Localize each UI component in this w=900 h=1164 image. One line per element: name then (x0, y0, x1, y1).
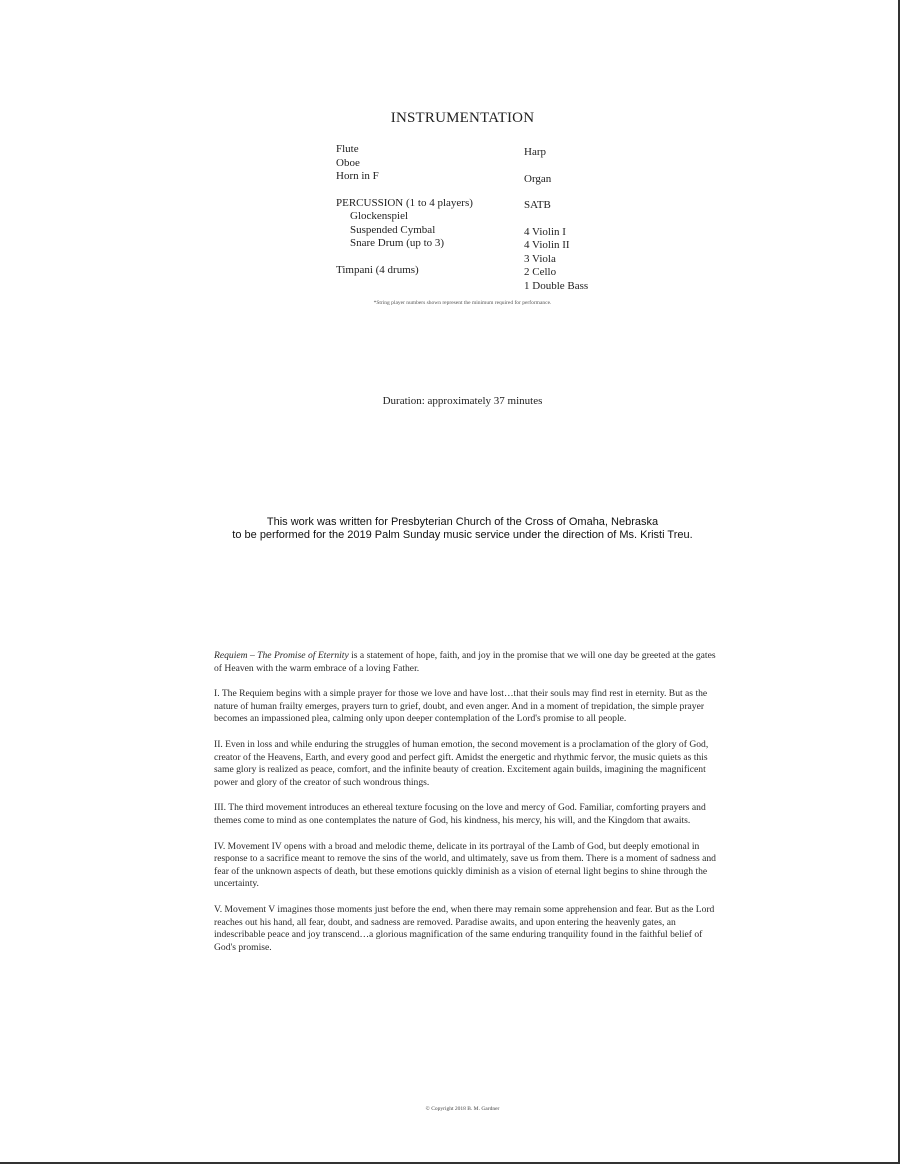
notes-movement-4: IV. Movement IV opens with a broad and melodic theme, delicate in its portrayal of the Lamb of God, but deeply emotional in response to a sacrifice meant to remove the sins of the world, and ultimately, save us from them. There is a moment of sadness and fear of the unknown aspects of death, but these emotions quickly diminish as a vision of eternal light begins to shine through the uncertainty. (214, 840, 716, 890)
instrument-violin-2: 4 Violin II (524, 239, 570, 251)
instrument-viola: 3 Viola (524, 252, 556, 265)
program-notes (214, 650, 716, 967)
instrument-suspended-cymbal: Suspended Cymbal (350, 223, 436, 236)
percussion-heading: PERCUSSION (1 to 4 players) (336, 196, 473, 209)
instrument-organ: Organ (524, 172, 552, 185)
string-footnote: *String player numbers shown represent the minimum required for performance. (373, 300, 552, 306)
instrument-oboe: Oboe (336, 156, 360, 169)
work-title: Requiem – The Promise of Eternity (214, 650, 349, 661)
page-title: INSTRUMENTATION (390, 110, 535, 126)
instrument-double-bass: 1 Double Bass (524, 279, 589, 292)
instrument-flute: Flute (336, 143, 359, 155)
instrument-satb: SATB (524, 199, 551, 211)
instrument-snare-drum: Snare Drum (up to 3) (350, 237, 445, 249)
dedication-line-1: This work was written for Presbyterian Church of the Cross of Omaha, Nebraska (266, 516, 659, 528)
notes-movement-5: V. Movement V imagines those moments just before the end, when there may remain some apprehension and fear. But as the Lord reaches out his hand, all fear, doubt, and sadness are removed. Paradise awaits, and upon entering the heavenly gates, an indescribable peace and joy transcend…a glorious magnification of the same enduring tranquility found in the faithful belief of God's promise. (214, 903, 715, 953)
duration-text: Duration: approximately 37 minutes (382, 395, 543, 407)
instrument-glockenspiel: Glockenspiel (350, 210, 409, 222)
instrument-horn: Horn in F (336, 170, 379, 182)
dedication-line-2: to be performed for the 2019 Palm Sunday music service under the direction of Ms. Kristi Treu. (232, 529, 693, 541)
instrument-list-left (336, 143, 516, 277)
copyright: © Copyright 2018 B. M. Gardner (425, 1106, 500, 1112)
notes-movement-2: II. Even in loss and while enduring the struggles of human emotion, the second movement is a proclamation of the glory of God, creator of the Heavens, Earth, and every good and perfect gift. Amidst the energetic and rhythmic fervor, the music quiets as this same glory is realized as peace, comfort, and the infinite beauty of creation. Excitement again builds, imagining the magnificent power and glory of the creator of such wondrous things. (214, 738, 709, 788)
instrument-violin-1: 4 Violin I (524, 225, 566, 238)
notes-intro: Requiem – The Promise of Eternity is a statement of hope, faith, and joy in the promise that we will one day be greeted at the gates of Heaven with the warm embrace of a loving Father. (214, 650, 716, 674)
notes-movement-3: III. The third movement introduces an ethereal texture focusing on the love and mercy of God. Familiar, comforting prayers and themes come to mind as one contemplates the nature of God, his kindness, his mercy, his will, and the Kingdom that awaits. (214, 802, 706, 826)
instrument-timpani: Timpani (4 drums) (336, 263, 419, 276)
instrument-cello: 2 Cello (524, 266, 557, 278)
notes-movement-1: I. The Requiem begins with a simple prayer for those we love and have lost…that their souls may find rest in eternity. But as the nature of human frailty emerges, prayers turn to grief, doubt, and even anger. And in a moment of trepidation, the simple prayer becomes an impassioned plea, calming only upon deeper contemplation of the Lord's promise to all people. (214, 688, 708, 725)
instrument-harp: Harp (524, 146, 546, 158)
instrument-list-right (524, 146, 644, 293)
dedication (0, 516, 900, 542)
